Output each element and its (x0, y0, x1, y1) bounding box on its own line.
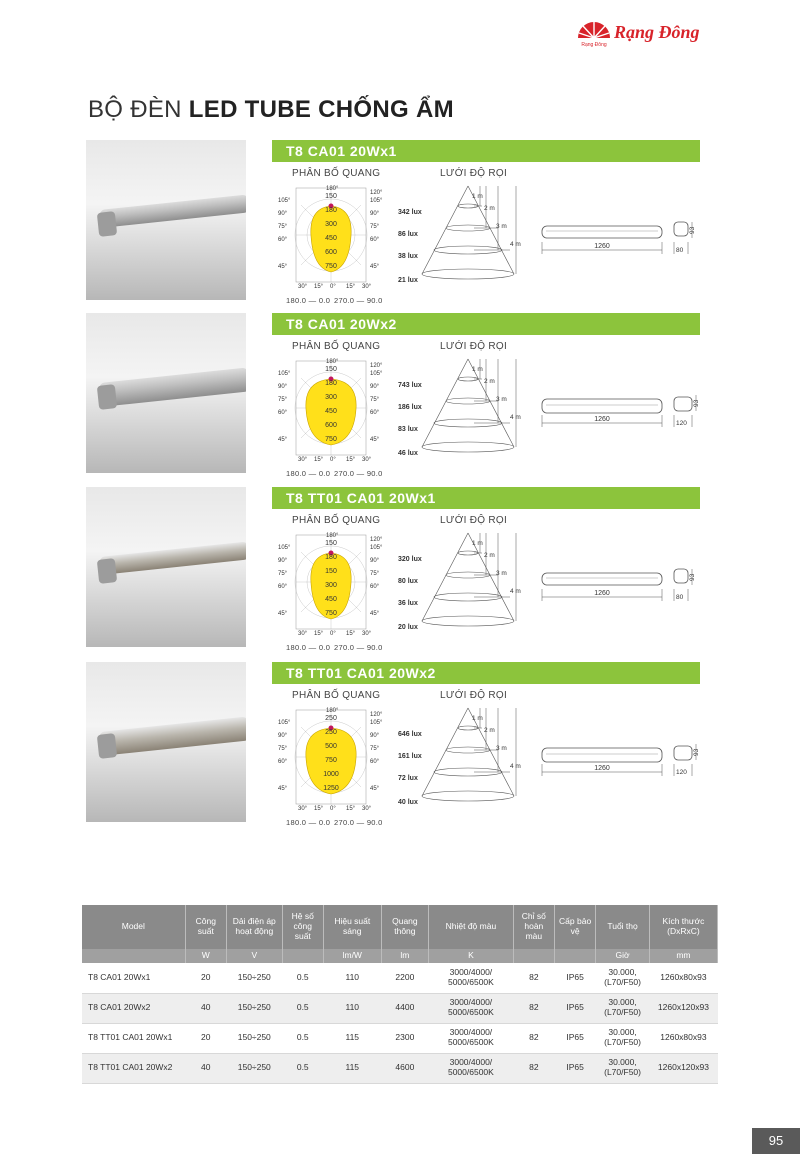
lux-label: 342 lux (398, 209, 422, 216)
polar-ring-label: 450 (325, 235, 337, 242)
fixture-end-view (674, 569, 688, 583)
angle-label: 105° (278, 198, 291, 204)
cell-pf: 0.5 (282, 1023, 323, 1053)
product-title: T8 CA01 20Wx2 (286, 316, 397, 332)
illum-ring (422, 616, 514, 626)
angle-label: 90° (278, 384, 288, 390)
angle-label: 0° (330, 457, 336, 463)
polar-ring-label: 1000 (323, 771, 339, 778)
life-line2: (L70/F50) (604, 1067, 641, 1077)
cell-voltage: 150÷250 (226, 1053, 282, 1083)
angle-label: 45° (370, 437, 380, 443)
cell-power: 40 (185, 993, 226, 1023)
distance-label: 1 m (472, 366, 483, 373)
unit-cri (513, 949, 554, 963)
lux-label: 186 lux (398, 404, 422, 411)
cell-cct (429, 1023, 514, 1053)
brand-logo (574, 16, 724, 50)
cell-flux: 2200 (381, 963, 428, 993)
angle-label: 180° (326, 533, 339, 539)
illum-grid-label: LƯỚI ĐỘ RỌI (440, 341, 508, 352)
unit-pf (282, 949, 323, 963)
legend-b: 270.0 — 90.0 (334, 818, 383, 827)
fixture-side-view (542, 748, 662, 762)
width-dim: 80 (676, 594, 684, 601)
illuminance-cone (398, 184, 528, 304)
cell-efficacy: 115 (323, 1053, 381, 1083)
product-title-bar (272, 662, 700, 684)
title-bold: LED TUBE CHỐNG ẨM (188, 96, 454, 123)
cell-cri: 82 (513, 1023, 554, 1053)
page-title (88, 96, 454, 124)
illuminance-cone (398, 531, 528, 651)
cct-line1: 3000/4000/ (449, 966, 493, 977)
angle-label: 60° (278, 410, 288, 416)
cell-life (596, 993, 650, 1023)
angle-label: 120° (370, 712, 383, 718)
illum-ring (422, 791, 514, 801)
lux-label: 161 lux (398, 753, 422, 760)
life-line1: 30.000, (608, 1027, 637, 1038)
unit-efficacy: lm/W (323, 949, 381, 963)
polar-ring-label: 180 (325, 207, 337, 214)
page-number: 95 (752, 1128, 800, 1154)
angle-label: 90° (370, 558, 380, 564)
width-dim: 120 (676, 769, 687, 776)
distance-label: 1 m (472, 540, 483, 547)
legend-a: 180.0 — 0.0 (286, 818, 331, 827)
product-section (0, 313, 800, 483)
cell-power: 40 (185, 1053, 226, 1083)
angle-label: 45° (278, 786, 288, 792)
title-prefix: BỘ ĐÈN (88, 96, 182, 123)
length-dim: 1260 (594, 416, 610, 423)
angle-label: 105° (278, 545, 291, 551)
brand-small-mark: Rạng Đông (581, 42, 607, 48)
unit-power: W (185, 949, 226, 963)
angle-label: 30° (362, 284, 372, 290)
table-units-row (82, 949, 718, 963)
lux-label: 83 lux (398, 426, 418, 433)
distance-label: 3 m (496, 570, 507, 577)
width-dim: 120 (676, 420, 687, 427)
distribution-label: PHÂN BỐ QUANG (292, 515, 381, 526)
angle-label: 90° (370, 733, 380, 739)
angle-label: 30° (298, 457, 308, 463)
angle-label: 75° (278, 224, 288, 230)
polar-ring-label: 450 (325, 408, 337, 415)
lamp-endcap (97, 384, 117, 410)
brand-name: Rạng Đông (614, 22, 700, 42)
lamp-body (99, 541, 246, 575)
product-title-bar (272, 487, 700, 509)
height-dim: 93 (693, 399, 700, 407)
lux-label: 21 lux (398, 277, 418, 284)
cell-pf: 0.5 (282, 963, 323, 993)
cct-line1: 3000/4000/ (449, 1057, 493, 1068)
lux-label: 20 lux (398, 624, 418, 631)
lux-label: 38 lux (398, 253, 418, 260)
polar-ring-label: 450 (325, 596, 337, 603)
polar-diagram (276, 184, 386, 294)
width-dim: 80 (676, 247, 684, 254)
polar-ring-label: 300 (325, 394, 337, 401)
cct-line1: 3000/4000/ (449, 997, 493, 1008)
fixture-end-view (674, 397, 692, 411)
lamp-endcap (97, 558, 117, 584)
angle-label: 15° (346, 284, 356, 290)
cell-size: 1260x80x93 (649, 1023, 717, 1053)
polar-ring-label: 180 (325, 380, 337, 387)
col-pf: Hệ số công suất (282, 905, 323, 949)
angle-label: 75° (278, 571, 288, 577)
cell-cct (429, 993, 514, 1023)
distance-label: 3 m (496, 223, 507, 230)
cell-voltage: 150÷250 (226, 963, 282, 993)
life-line1: 30.000, (608, 966, 637, 977)
polar-ring-label: 150 (325, 568, 337, 575)
cell-size: 1260x120x93 (649, 993, 717, 1023)
dimension-drawing (530, 557, 710, 617)
lux-label: 80 lux (398, 578, 418, 585)
distribution-label: PHÂN BỐ QUANG (292, 341, 381, 352)
product-section (0, 662, 800, 832)
col-power: Công suất (185, 905, 226, 949)
polar-ring-label: 150 (325, 366, 337, 373)
col-ip: Cấp bảo vệ (554, 905, 595, 949)
legend-b: 270.0 — 90.0 (334, 469, 383, 478)
polar-diagram (276, 706, 386, 816)
angle-label: 15° (314, 284, 324, 290)
table-row (82, 963, 718, 993)
angle-label: 90° (278, 558, 288, 564)
angle-label: 90° (278, 211, 288, 217)
cell-flux: 4600 (381, 1053, 428, 1083)
polar-ring-label: 180 (325, 554, 337, 561)
height-dim: 93 (693, 748, 700, 756)
lux-label: 743 lux (398, 382, 422, 389)
distance-label: 2 m (484, 727, 495, 734)
cct-line2: 5000/6500K (447, 1067, 494, 1077)
lux-label: 46 lux (398, 450, 418, 457)
angle-label: 0° (330, 806, 336, 812)
col-cct: Nhiệt độ màu (429, 905, 514, 949)
polar-ring-label: 300 (325, 221, 337, 228)
lamp-body (99, 194, 246, 228)
lux-label: 36 lux (398, 600, 418, 607)
angle-label: 75° (370, 746, 380, 752)
angle-label: 30° (362, 806, 372, 812)
angle-label: 105° (278, 371, 291, 377)
cell-flux: 4400 (381, 993, 428, 1023)
polar-ring-label: 150 (325, 193, 337, 200)
unit-voltage: V (226, 949, 282, 963)
cct-line2: 5000/6500K (447, 1037, 494, 1047)
length-dim: 1260 (594, 243, 610, 250)
lux-label: 646 lux (398, 731, 422, 738)
angle-label: 60° (370, 410, 380, 416)
polar-ring-label: 750 (325, 263, 337, 270)
distance-label: 1 m (472, 193, 483, 200)
cell-pf: 0.5 (282, 1053, 323, 1083)
distance-label: 2 m (484, 552, 495, 559)
cell-ip: IP65 (554, 1023, 595, 1053)
cct-line2: 5000/6500K (447, 976, 494, 987)
cell-cct (429, 963, 514, 993)
angle-label: 60° (278, 584, 288, 590)
fixture-side-view (542, 399, 662, 413)
lux-label: 72 lux (398, 775, 418, 782)
product-photo (86, 662, 246, 822)
angle-label: 105° (370, 720, 383, 726)
lamp-body (99, 367, 246, 407)
angle-label: 30° (298, 806, 308, 812)
angle-label: 180° (326, 186, 339, 192)
cell-power: 20 (185, 963, 226, 993)
legend-b: 270.0 — 90.0 (334, 643, 383, 652)
col-size: Kích thước (DxRxC) (649, 905, 717, 949)
cell-cri: 82 (513, 993, 554, 1023)
col-efficacy: Hiệu suất sáng (323, 905, 381, 949)
distance-label: 2 m (484, 378, 495, 385)
angle-label: 60° (370, 759, 380, 765)
table-row (82, 1053, 718, 1083)
angle-label: 45° (370, 611, 380, 617)
cell-ip: IP65 (554, 1053, 595, 1083)
angle-label: 15° (346, 806, 356, 812)
unit-life: Giờ (596, 949, 650, 963)
angle-label: 120° (370, 537, 383, 543)
polar-ring-label: 750 (325, 436, 337, 443)
illum-grid-label: LƯỚI ĐỘ RỌI (440, 168, 508, 179)
legend-a: 180.0 — 0.0 (286, 643, 331, 652)
angle-label: 45° (278, 611, 288, 617)
legend-a: 180.0 — 0.0 (286, 296, 331, 305)
cell-efficacy: 115 (323, 1023, 381, 1053)
dimension-drawing (530, 210, 710, 270)
cell-cct (429, 1053, 514, 1083)
angle-label: 180° (326, 359, 339, 365)
angle-label: 75° (278, 746, 288, 752)
angle-label: 60° (278, 759, 288, 765)
distance-label: 4 m (510, 241, 521, 248)
cell-ip: IP65 (554, 963, 595, 993)
unit-size: mm (649, 949, 717, 963)
fixture-side-view (542, 226, 662, 238)
col-voltage: Dải điện áp hoạt động (226, 905, 282, 949)
angle-label: 30° (298, 631, 308, 637)
angle-label: 90° (370, 384, 380, 390)
fixture-end-view (674, 222, 688, 236)
col-flux: Quang thông (381, 905, 428, 949)
cell-power: 20 (185, 1023, 226, 1053)
angle-label: 105° (370, 198, 383, 204)
lux-label: 40 lux (398, 799, 418, 806)
angle-label: 105° (370, 371, 383, 377)
cell-life (596, 1053, 650, 1083)
polar-ring-label: 750 (325, 610, 337, 617)
illum-grid-label: LƯỚI ĐỘ RỌI (440, 690, 508, 701)
legend-b: 270.0 — 90.0 (334, 296, 383, 305)
angle-label: 75° (370, 224, 380, 230)
cell-cri: 82 (513, 963, 554, 993)
angle-label: 60° (370, 584, 380, 590)
polar-diagram (276, 357, 386, 467)
unit-flux: lm (381, 949, 428, 963)
life-line2: (L70/F50) (604, 976, 641, 987)
distance-label: 4 m (510, 763, 521, 770)
polar-ring-label: 500 (325, 743, 337, 750)
product-photo (86, 313, 246, 473)
angle-label: 60° (278, 237, 288, 243)
angle-label: 15° (314, 457, 324, 463)
angle-label: 105° (370, 545, 383, 551)
cell-pf: 0.5 (282, 993, 323, 1023)
angle-label: 75° (370, 397, 380, 403)
lux-label: 86 lux (398, 231, 418, 238)
product-title-bar (272, 140, 700, 162)
table-body (82, 963, 718, 1083)
angle-label: 15° (346, 631, 356, 637)
lamp-body (99, 716, 246, 756)
angle-label: 75° (278, 397, 288, 403)
angle-label: 75° (370, 571, 380, 577)
polar-ring-label: 750 (325, 757, 337, 764)
dimension-drawing (530, 383, 710, 443)
polar-ring-label: 1250 (323, 785, 339, 792)
legend-a: 180.0 — 0.0 (286, 469, 331, 478)
distance-label: 2 m (484, 205, 495, 212)
cell-model: T8 CA01 20Wx1 (82, 963, 185, 993)
angle-label: 30° (362, 631, 372, 637)
cell-size: 1260x120x93 (649, 1053, 717, 1083)
angle-label: 0° (330, 284, 336, 290)
cct-line2: 5000/6500K (447, 1007, 494, 1017)
distribution-label: PHÂN BỐ QUANG (292, 690, 381, 701)
illuminance-cone (398, 357, 528, 477)
cell-model: T8 CA01 20Wx2 (82, 993, 185, 1023)
cct-line1: 3000/4000/ (449, 1027, 493, 1038)
distance-label: 3 m (496, 396, 507, 403)
col-model: Model (82, 905, 185, 949)
length-dim: 1260 (594, 765, 610, 772)
angle-label: 45° (278, 437, 288, 443)
product-title-bar (272, 313, 700, 335)
life-line2: (L70/F50) (604, 1007, 641, 1017)
angle-label: 45° (278, 264, 288, 270)
life-line1: 30.000, (608, 1057, 637, 1068)
cell-voltage: 150÷250 (226, 993, 282, 1023)
angle-label: 30° (298, 284, 308, 290)
unit-ip (554, 949, 595, 963)
cell-model: T8 TT01 CA01 20Wx2 (82, 1053, 185, 1083)
angle-label: 30° (362, 457, 372, 463)
cell-ip: IP65 (554, 993, 595, 1023)
spec-table (82, 905, 718, 1084)
illum-ring (422, 442, 514, 452)
product-title: T8 TT01 CA01 20Wx1 (286, 490, 436, 506)
angle-label: 180° (326, 708, 339, 714)
cell-size: 1260x80x93 (649, 963, 717, 993)
illum-grid-label: LƯỚI ĐỘ RỌI (440, 515, 508, 526)
distance-label: 3 m (496, 745, 507, 752)
angle-label: 60° (370, 237, 380, 243)
cell-voltage: 150÷250 (226, 1023, 282, 1053)
distribution-label: PHÂN BỐ QUANG (292, 168, 381, 179)
angle-label: 105° (278, 720, 291, 726)
cell-efficacy: 110 (323, 963, 381, 993)
illum-ring (422, 269, 514, 279)
height-dim: 93 (689, 573, 696, 581)
lux-label: 320 lux (398, 556, 422, 563)
col-cri: Chỉ số hoàn màu (513, 905, 554, 949)
life-line2: (L70/F50) (604, 1037, 641, 1047)
distance-label: 1 m (472, 715, 483, 722)
sun-logo-icon (574, 16, 614, 48)
cell-flux: 2300 (381, 1023, 428, 1053)
lamp-endcap (97, 733, 117, 759)
col-life: Tuổi thọ (596, 905, 650, 949)
table-header-row (82, 905, 718, 949)
length-dim: 1260 (594, 590, 610, 597)
unit-cct: K (429, 949, 514, 963)
life-line1: 30.000, (608, 997, 637, 1008)
polar-ring-label: 600 (325, 249, 337, 256)
lamp-endcap (97, 211, 117, 237)
illuminance-cone (398, 706, 528, 826)
cell-efficacy: 110 (323, 993, 381, 1023)
angle-label: 120° (370, 190, 383, 196)
product-photo (86, 140, 246, 300)
cell-cri: 82 (513, 1053, 554, 1083)
fixture-side-view (542, 573, 662, 585)
angle-label: 120° (370, 363, 383, 369)
polar-ring-label: 150 (325, 540, 337, 547)
angle-label: 90° (370, 211, 380, 217)
angle-label: 45° (370, 786, 380, 792)
table-row (82, 993, 718, 1023)
angle-label: 90° (278, 733, 288, 739)
angle-label: 45° (370, 264, 380, 270)
angle-label: 0° (330, 631, 336, 637)
angle-label: 15° (346, 457, 356, 463)
cell-model: T8 TT01 CA01 20Wx1 (82, 1023, 185, 1053)
product-title: T8 CA01 20Wx1 (286, 143, 397, 159)
distance-label: 4 m (510, 414, 521, 421)
cell-life (596, 963, 650, 993)
polar-diagram (276, 531, 386, 641)
angle-label: 15° (314, 631, 324, 637)
product-photo (86, 487, 246, 647)
unit-model (82, 949, 185, 963)
cell-life (596, 1023, 650, 1053)
polar-ring-label: 600 (325, 422, 337, 429)
fixture-end-view (674, 746, 692, 760)
product-title: T8 TT01 CA01 20Wx2 (286, 665, 436, 681)
polar-ring-label: 250 (325, 715, 337, 722)
table-row (82, 1023, 718, 1053)
height-dim: 93 (689, 226, 696, 234)
polar-ring-label: 250 (325, 729, 337, 736)
distance-label: 4 m (510, 588, 521, 595)
dimension-drawing (530, 732, 710, 792)
product-section (0, 487, 800, 657)
polar-ring-label: 300 (325, 582, 337, 589)
angle-label: 15° (314, 806, 324, 812)
product-section (0, 140, 800, 310)
